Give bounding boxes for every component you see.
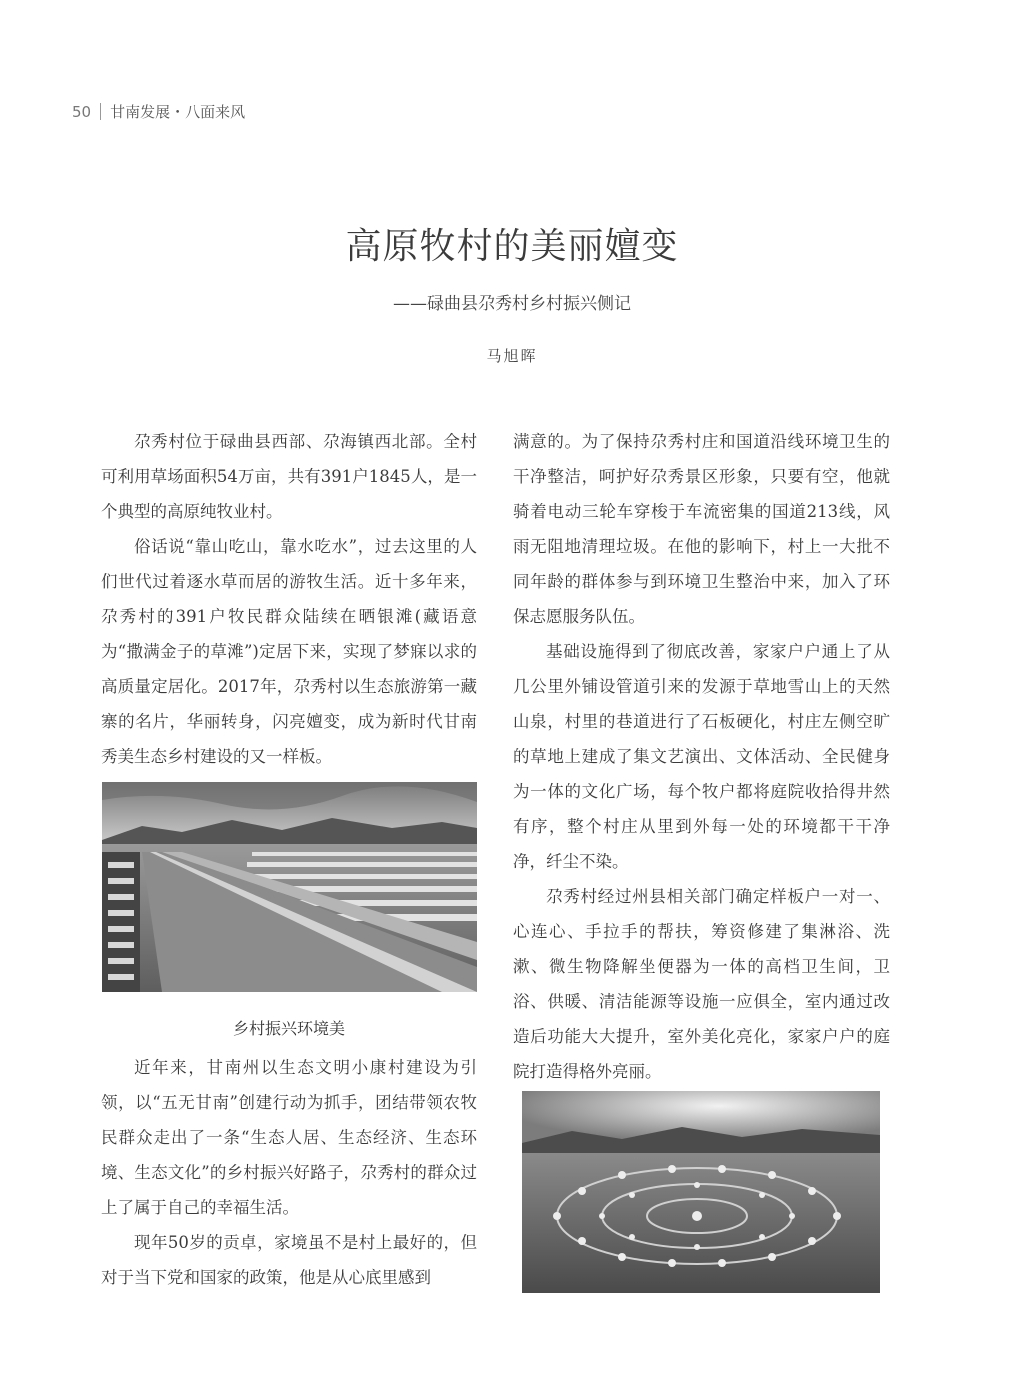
page-number: 50 [72, 102, 92, 121]
article-title: 高原牧村的美丽嬗变 [345, 226, 679, 267]
paragraph: 俗话说“靠山吃山，靠水吃水”，过去这里的人们世代过着逐水草而居的游牧生活。近十多年来，尕秀村的391户牧民群众陆续在晒银滩(藏语意为“撒满金子的草滩”)定居下来，实现了梦寐以求的高质量定居化。2017年，尕秀村以生态旅游第一藏寨的名片，华丽转身，闪亮嬗变，成为新时代甘南秀美生态乡村建设的又一样板。 [101, 537, 477, 766]
paragraph: 尕秀村位于碌曲县西部、尕海镇西北部。全村可利用草场面积54万亩，共有391户1845人，是一个典型的高原纯牧业村。 [101, 432, 477, 521]
header-divider [100, 103, 101, 120]
figure-caption: 乡村振兴环境美 [232, 1019, 345, 1038]
left-column-top [101, 424, 477, 774]
village-aerial-photo [102, 782, 477, 992]
right-column [513, 424, 890, 1089]
article-subtitle: ——碌曲县尕秀村乡村振兴侧记 [393, 294, 631, 314]
article-author: 马旭晖 [486, 347, 538, 365]
tent-camp-photo [522, 1091, 880, 1293]
paragraph: 基础设施得到了彻底改善，家家户户通上了从几公里外铺设管道引来的发源于草地雪山上的天然山泉，村里的巷道进行了石板硬化，村庄左侧空旷的草地上建成了集文艺演出、文体活动、全民健身为一体的文化广场，每个牧户都将庭院收拾得井然有序，整个村庄从里到外每一处的环境都干干净净，纤尘不染。 [513, 642, 890, 871]
left-column-bottom [101, 1050, 477, 1295]
paragraph: 尕秀村经过州县相关部门确定样板户一对一、心连心、手拉手的帮扶，筹资修建了集淋浴、洗漱、微生物降解坐便器为一体的高档卫生间，卫浴、供暖、清洁能源等设施一应俱全，室内通过改造后功能大大提升，室外美化亮化，家家户户的庭院打造得格外亮丽。 [513, 887, 890, 1081]
section-name: 甘南发展・八面来风 [110, 103, 246, 121]
paragraph: 现年50岁的贡卓，家境虽不是村上最好的，但对于当下党和国家的政策，他是从心底里感到 [101, 1233, 477, 1287]
running-header [72, 101, 245, 122]
paragraph: 近年来，甘南州以生态文明小康村建设为引领，以“五无甘南”创建行动为抓手，团结带领农牧民群众走出了一条“生态人居、生态经济、生态环境、生态文化”的乡村振兴好路子，尕秀村的群众过上了属于自己的幸福生活。 [101, 1058, 477, 1217]
paragraph-continuation: 满意的。为了保持尕秀村庄和国道沿线环境卫生的干净整洁，呵护好尕秀景区形象，只要有空，他就骑着电动三轮车穿梭于车流密集的国道213线，风雨无阻地清理垃圾。在他的影响下，村上一大批不同年龄的群体参与到环境卫生整治中来，加入了环保志愿服务队伍。 [513, 432, 890, 626]
